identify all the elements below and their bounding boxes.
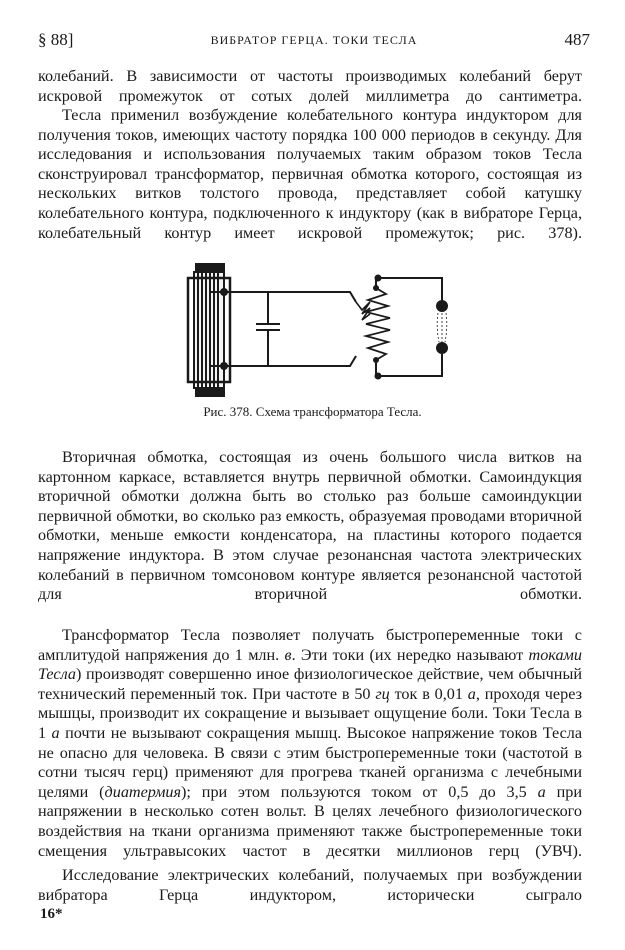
page-number: 487 bbox=[564, 30, 590, 49]
paragraph-tesla-transformer: Тесла применил возбуждение колебательного контура индуктором для получения токов, имеющих частоту порядка 100 000 периодов в секунду. Для исследования и использования получаемых таким образом токов Тесла сконструировал трансформатор, первичная обмотка которого, состоящая из нескольких витков толстого провода, представляет собой катушку колебательного контура, подключенного к индуктору (как в вибраторе Герца, колебательный контур имеет искровой промежуток; рис. 378). bbox=[38, 106, 582, 242]
paragraph-tesla-currents: Трансформатор Тесла позволяет получать быстропеременные токи с амплитудой напряжения до 1 млн. в. Эти токи (их нередко называют токами Тесла) производят совершенно иное физиологическое действие, чем обычный технический переменный ток. При частоте в 50 гц ток в 0,01 а, проходя через мышцы, производит их сокращение и вызывает ощущение боли. Токи Тесла в 1 а почти не вызывают сокращения мышц. Высокое напряжение токов Тесла не опасно для человека. В связи с этим быстропеременные токи (частотой в сотни тысяч герц) применяют для прогрева тканей организма с лечебными целями (диатермия); при этом пользуются током от 0,5 до 3,5 а при напряжении в несколько сотен вольт. В целях лечебного физиологического воздействия на ткани организма применяют также быстропеременные токи смещения ультравысоких частот в десятки миллионов герц (УВЧ). bbox=[38, 626, 583, 860]
running-title: ВИБРАТОР ГЕРЦА. ТОКИ ТЕСЛА bbox=[210, 33, 418, 47]
tesla-transformer-diagram bbox=[180, 258, 450, 398]
paragraph-history: Исследование электрических колебаний, получаемых при возбуждении вибратора Герца индуктором, исторически сыграло bbox=[38, 866, 582, 904]
section-number: § 88] bbox=[38, 30, 74, 49]
signature-mark: 16* bbox=[40, 906, 63, 922]
figure-caption: Рис. 378. Схема трансформатора Тесла. bbox=[203, 404, 422, 419]
running-header bbox=[38, 30, 590, 52]
paragraph-continuation: колебаний. В зависимости от частоты производимых колебаний берут искровой промежуток от сотых долей миллиметра до сантиметра. bbox=[38, 67, 582, 105]
paragraph-secondary-winding: Вторичная обмотка, состоящая из очень большого числа витков на картонном каркасе, вставляется внутрь первичной обмотки. Самоиндукция вторичной обмотки должна быть во столько раз больше самоиндукции первичной обмотки, во сколько раз емкость, образуемая проводами вторичной обмотки, меньше емкости конденсатора, на пластины которого подается напряжение индуктора. В этом случае резонансная частота электрических колебаний в первичном томсоновом контуре является резонансной частотой для вторичной обмотки. bbox=[38, 448, 582, 604]
